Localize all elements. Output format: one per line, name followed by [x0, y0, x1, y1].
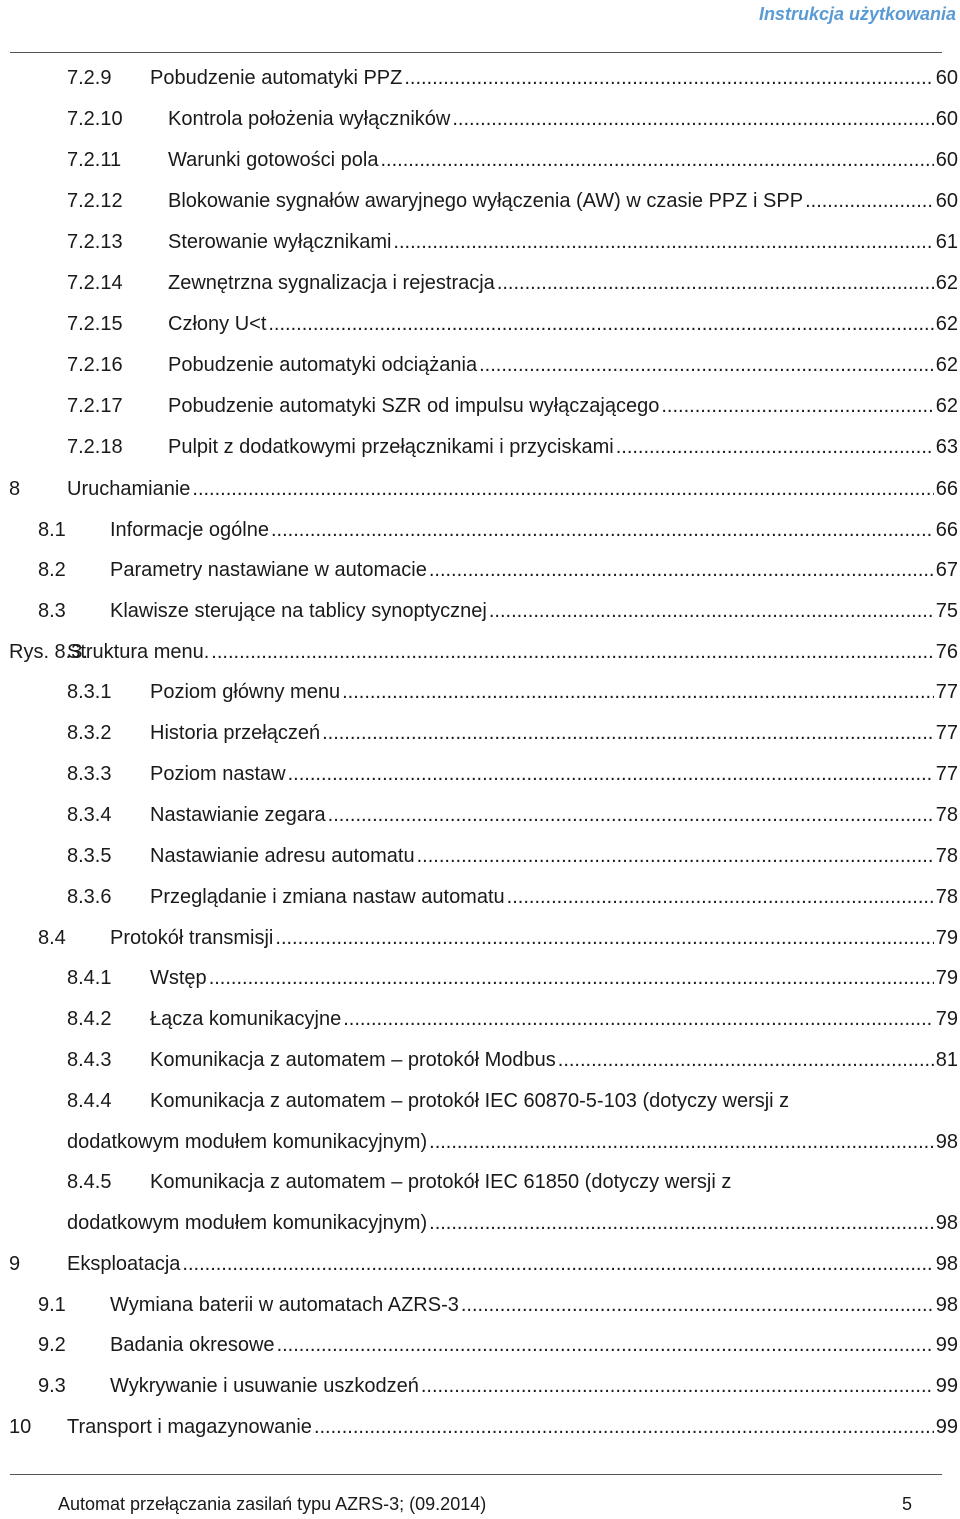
- toc-entry[interactable]: [67, 677, 958, 707]
- dot-leader: [343, 1004, 934, 1034]
- dot-leader: [507, 882, 934, 912]
- toc-entry-page: 98: [935, 1131, 958, 1153]
- toc-entry[interactable]: [67, 841, 958, 871]
- toc-entry-page: 66: [935, 478, 958, 500]
- toc-entry[interactable]: [38, 1330, 958, 1360]
- toc-entry-label: Wstęp: [150, 967, 207, 989]
- toc-entry[interactable]: [67, 1167, 731, 1197]
- toc-entry-label: Sterowanie wyłącznikami: [168, 231, 392, 253]
- toc-entry-page: 66: [935, 519, 958, 541]
- dot-leader: [209, 963, 934, 993]
- toc-entry-number: 8.3.5: [67, 845, 112, 867]
- toc-entry-page: 79: [935, 967, 958, 989]
- toc-entry-label: Struktura menu.: [67, 641, 210, 663]
- toc-entry-page: 98: [935, 1294, 958, 1316]
- toc-entry-number: 8.1: [38, 519, 66, 541]
- toc-entry[interactable]: [38, 555, 958, 585]
- toc-entry-page: 78: [935, 845, 958, 867]
- dot-leader: [380, 145, 933, 175]
- toc-entry[interactable]: [67, 963, 958, 993]
- toc-entry-page: 61: [935, 231, 958, 253]
- toc-entry[interactable]: [67, 882, 958, 912]
- toc-entry-label: Łącza komunikacyjne: [150, 1008, 342, 1030]
- toc-entry-number: 8.4: [38, 927, 66, 949]
- toc-entry-page: 99: [935, 1375, 958, 1397]
- toc-entry-page: 77: [935, 763, 958, 785]
- toc-entry-page: 62: [935, 313, 958, 335]
- toc-entry-number: 7.2.11: [67, 149, 122, 171]
- toc-entry[interactable]: [38, 1371, 958, 1401]
- toc-entry-label: Przeglądanie i zmiana nastaw automatu: [150, 886, 505, 908]
- toc-entry-label: Komunikacja z automatem – protokół IEC 60870-5-103 (dotyczy wersji z: [150, 1090, 790, 1112]
- toc-entry-page: 62: [935, 395, 958, 417]
- dot-leader: [661, 391, 933, 421]
- toc-entry-number: 8.3.4: [67, 804, 112, 826]
- toc-entry-number: 7.2.16: [67, 354, 123, 376]
- toc-entry-number: 7.2.14: [67, 272, 123, 294]
- toc-entry-label: Parametry nastawiane w automacie: [110, 559, 427, 581]
- toc-entry-number: 7.2.17: [67, 395, 123, 417]
- toc-entry-number: 7.2.10: [67, 108, 123, 130]
- dot-leader: [616, 432, 934, 462]
- toc-entry[interactable]: [38, 923, 958, 953]
- toc-entry-page: 76: [935, 641, 958, 663]
- toc-entry-page: 79: [935, 1008, 958, 1030]
- toc-entry-label: Transport i magazynowanie: [67, 1416, 312, 1438]
- toc-entry-label: Nastawianie zegara: [150, 804, 326, 826]
- toc-entry-number: 9.1: [38, 1294, 66, 1316]
- toc-entry-number: 8.2: [38, 559, 66, 581]
- toc-entry-continuation[interactable]: [67, 1127, 958, 1157]
- toc-entry-number: 9: [9, 1253, 21, 1275]
- dot-leader: [461, 1290, 934, 1320]
- toc-entry[interactable]: [67, 391, 958, 421]
- toc-entry-number: 9.3: [38, 1375, 66, 1397]
- toc-entry-page: 78: [935, 886, 958, 908]
- toc-entry-number: 8.4.3: [67, 1049, 112, 1071]
- dot-leader: [342, 677, 934, 707]
- dot-leader: [328, 800, 934, 830]
- dot-leader: [404, 63, 933, 93]
- toc-entry-label: Kontrola położenia wyłączników: [168, 108, 451, 130]
- toc-entry-label: Badania okresowe: [110, 1334, 275, 1356]
- toc-entry-label: Pulpit z dodatkowymi przełącznikami i przyciskami: [168, 436, 614, 458]
- toc-entry[interactable]: [9, 1249, 958, 1279]
- toc-entry-label: Klawisze sterujące na tablicy synoptycznej: [110, 600, 487, 622]
- dot-leader: [192, 474, 933, 504]
- toc-entry-page: 98: [935, 1253, 958, 1275]
- toc-entry-label: Protokół transmisji: [110, 927, 274, 949]
- toc-entry-number: 8.4.2: [67, 1008, 112, 1030]
- dot-leader: [271, 515, 934, 545]
- toc-entry[interactable]: [67, 1086, 789, 1116]
- document-header-title: Instrukcja użytkowania: [758, 4, 956, 24]
- toc-entry[interactable]: [67, 1004, 958, 1034]
- toc-entry-number: 8.3.1: [67, 681, 112, 703]
- toc-entry-label: Poziom główny menu: [150, 681, 341, 703]
- toc-entry-number: 7.2.18: [67, 436, 123, 458]
- toc-entry[interactable]: [67, 718, 958, 748]
- toc-entry-label: Pobudzenie automatyki odciążania: [168, 354, 478, 376]
- dot-leader: [182, 1249, 933, 1279]
- toc-entry-page: 60: [935, 67, 958, 89]
- toc-entry-page: 79: [935, 927, 958, 949]
- toc-entry-label: Komunikacja z automatem – protokół IEC 61850 (dotyczy wersji z: [150, 1171, 732, 1193]
- footer-document-title: Automat przełączania zasilań typu AZRS-3; (09.2014): [58, 1494, 487, 1514]
- toc-entry[interactable]: [38, 596, 958, 626]
- toc-entry[interactable]: [67, 432, 958, 462]
- header-rule: [10, 52, 942, 53]
- toc-entry-label: Uruchamianie: [67, 478, 191, 500]
- toc-entry-number: 7.2.12: [67, 190, 123, 212]
- toc-entry[interactable]: [67, 63, 958, 93]
- toc-entry-label: Nastawianie adresu automatu: [150, 845, 415, 867]
- toc-entry-page: 99: [935, 1334, 958, 1356]
- dot-leader: [393, 227, 933, 257]
- toc-entry-number: 8.3.3: [67, 763, 112, 785]
- toc-entry-page: 78: [935, 804, 958, 826]
- dot-leader: [479, 350, 934, 380]
- dot-leader: [417, 841, 934, 871]
- toc-entry[interactable]: [38, 515, 958, 545]
- toc-entry-label: Człony U<t: [168, 313, 267, 335]
- dot-leader: [268, 309, 933, 339]
- dot-leader: [497, 268, 934, 298]
- toc-entry-label: Warunki gotowości pola: [168, 149, 379, 171]
- toc-entry-number: Rys. 8.3.: [9, 641, 88, 663]
- toc-entry[interactable]: [67, 186, 958, 216]
- toc-entry-number: 8.3: [38, 600, 66, 622]
- dot-leader: [288, 759, 934, 789]
- toc-entry-number: 7.2.15: [67, 313, 123, 335]
- toc-entry-page: 99: [935, 1416, 958, 1438]
- dot-leader: [314, 1412, 934, 1442]
- toc-entry-label: Pobudzenie automatyki PPZ: [150, 67, 403, 89]
- toc-entry-number: 9.2: [38, 1334, 66, 1356]
- dot-leader: [805, 186, 934, 216]
- toc-entry-page: 63: [935, 436, 958, 458]
- toc-entry-number: 8.4.4: [67, 1090, 112, 1112]
- toc-entry-label: Eksploatacja: [67, 1253, 181, 1275]
- footer-page-number: 5: [902, 1494, 913, 1514]
- toc-entry-number: 8.4.5: [67, 1171, 112, 1193]
- toc-entry[interactable]: [67, 1045, 958, 1075]
- toc-entry-label: Poziom nastaw: [150, 763, 286, 785]
- toc-entry-label: Pobudzenie automatyki SZR od impulsu wyłączającego: [168, 395, 660, 417]
- dot-leader: [429, 1208, 934, 1238]
- toc-entry[interactable]: [9, 637, 958, 667]
- toc-entry-page: 60: [935, 149, 958, 171]
- toc-entry-page: 77: [935, 722, 958, 744]
- toc-entry[interactable]: [67, 145, 958, 175]
- toc-entry-label: Blokowanie sygnałów awaryjnego wyłączenia (AW) w czasie PPZ i SPP: [168, 190, 804, 212]
- dot-leader: [558, 1045, 934, 1075]
- dot-leader: [429, 555, 934, 585]
- toc-entry-page: 98: [935, 1212, 958, 1234]
- dot-leader: [275, 923, 933, 953]
- toc-entry-label: Wymiana baterii w automatach AZRS-3: [110, 1294, 459, 1316]
- dot-leader: [421, 1371, 934, 1401]
- toc-entry[interactable]: [67, 309, 958, 339]
- toc-entry-continuation[interactable]: [67, 1208, 958, 1238]
- toc-entry[interactable]: [67, 800, 958, 830]
- toc-entry-number: 7.2.9: [67, 67, 112, 89]
- toc-entry[interactable]: [9, 1412, 958, 1442]
- toc-entry-page: 81: [935, 1049, 958, 1071]
- toc-entry-page: 77: [935, 681, 958, 703]
- toc-entry-page: 67: [935, 559, 958, 581]
- toc-entry-number: 8.4.1: [67, 967, 112, 989]
- dot-leader: [322, 718, 934, 748]
- toc-entry-label: Historia przełączeń: [150, 722, 321, 744]
- toc-entry-page: 62: [935, 354, 958, 376]
- toc-entry-page: 60: [935, 108, 958, 130]
- toc-entry[interactable]: [67, 350, 958, 380]
- toc-entry[interactable]: [67, 104, 958, 134]
- toc-entry-number: 8.3.2: [67, 722, 112, 744]
- toc-entry[interactable]: [9, 474, 958, 504]
- toc-entry[interactable]: [67, 268, 958, 298]
- toc-entry[interactable]: [67, 227, 958, 257]
- dot-leader: [489, 596, 934, 626]
- toc-entry-page: 60: [935, 190, 958, 212]
- toc-entry-page: 62: [935, 272, 958, 294]
- dot-leader: [429, 1127, 934, 1157]
- toc-entry[interactable]: [38, 1290, 958, 1320]
- toc-entry-label: Komunikacja z automatem – protokół Modbus: [150, 1049, 556, 1071]
- toc-entry-label: Zewnętrzna sygnalizacja i rejestracja: [168, 272, 495, 294]
- dot-leader: [277, 1330, 934, 1360]
- toc-entry[interactable]: [67, 759, 958, 789]
- toc-entry-page: 75: [935, 600, 958, 622]
- toc-entry-label-continued: dodatkowym modułem komunikacyjnym): [67, 1212, 428, 1234]
- toc-entry-label: Wykrywanie i usuwanie uszkodzeń: [110, 1375, 419, 1397]
- toc-entry-number: 8.3.6: [67, 886, 112, 908]
- toc-entry-number: 7.2.13: [67, 231, 123, 253]
- toc-entry-label-continued: dodatkowym modułem komunikacyjnym): [67, 1131, 428, 1153]
- dot-leader: [211, 637, 933, 667]
- toc-entry-number: 10: [9, 1416, 32, 1438]
- dot-leader: [452, 104, 933, 134]
- toc-entry-label: Informacje ogólne: [110, 519, 269, 541]
- footer-rule: [10, 1474, 942, 1475]
- toc-entry-number: 8: [9, 478, 21, 500]
